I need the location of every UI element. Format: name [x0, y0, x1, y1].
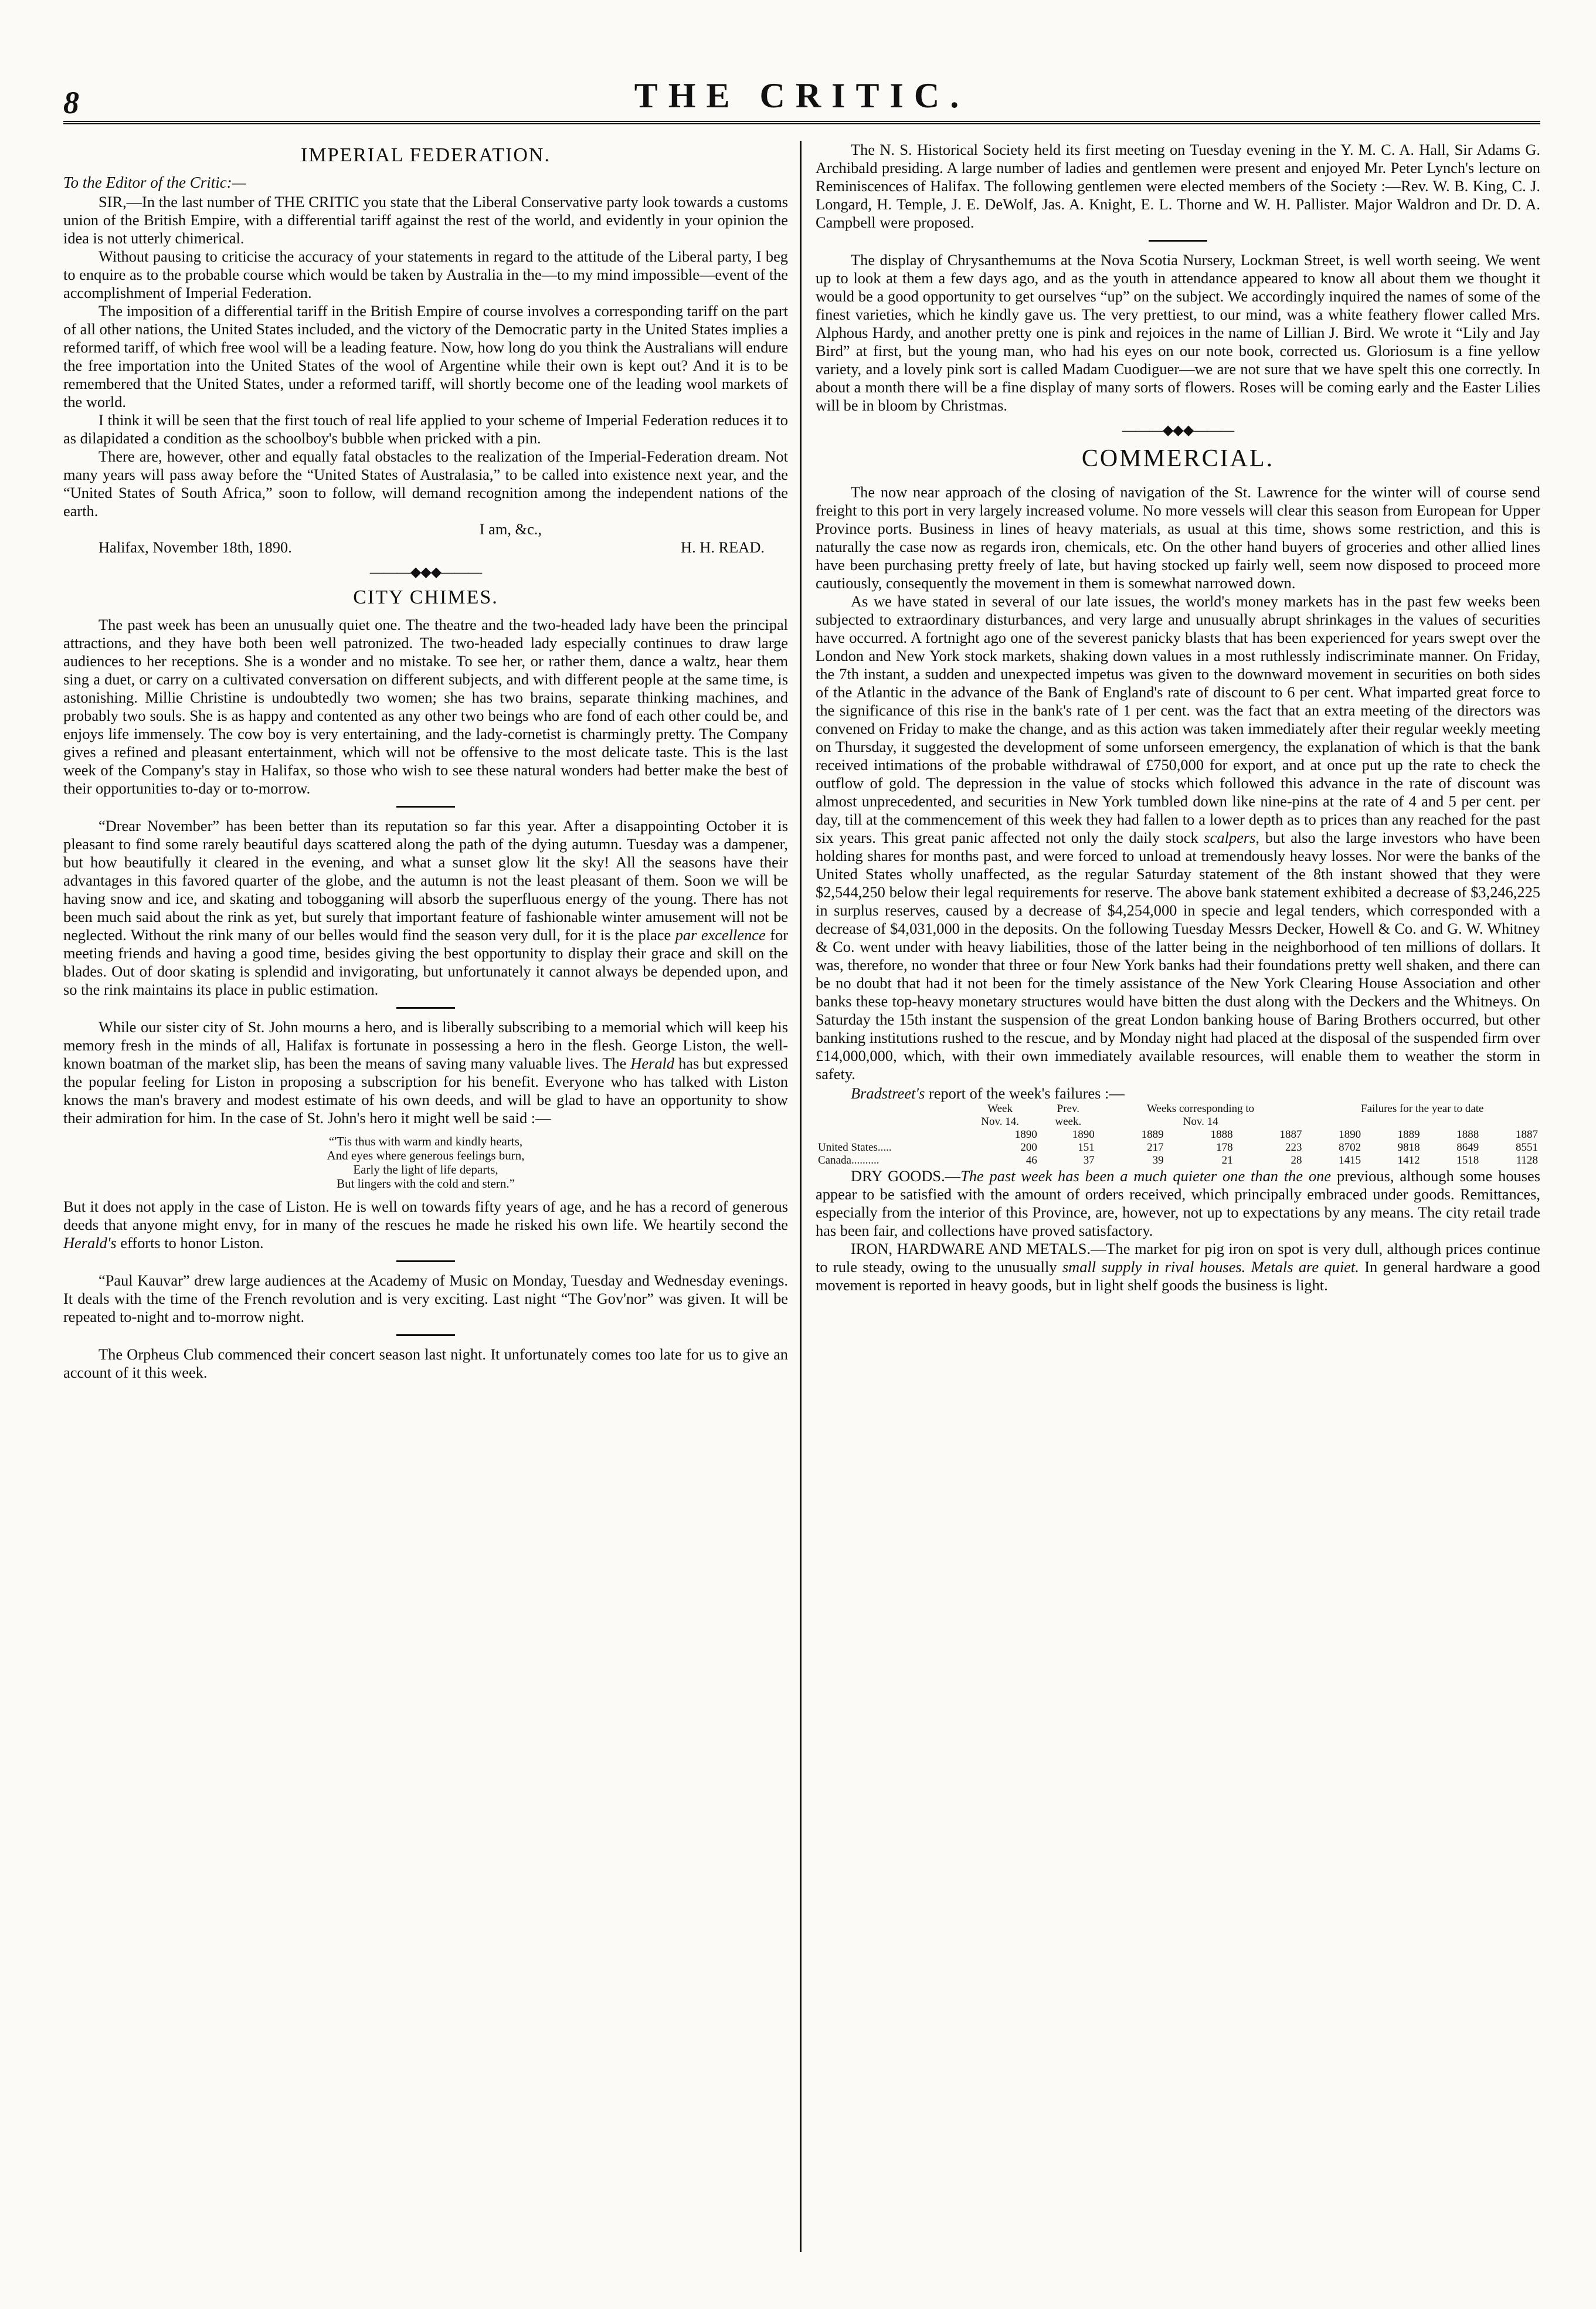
short-rule: [396, 806, 455, 808]
right-column: [802, 141, 1540, 2252]
imperial-paragraph: Without pausing to criticise the accuracy of your statements in regard to the attitude of the Liberal party, I beg to enquire as to the probable course which would be taken by Australia in the—to my mind impossible—event of the accomplishment of Imperial Federation.: [63, 247, 788, 301]
imperial-closing: I am, &c.,: [479, 520, 542, 538]
table-row: 1890 1890 1889 1888 1887 1890 1889 1888 1887: [1014, 1128, 1538, 1141]
chimes-paragraph: The Orpheus Club commenced their concert season last night. It unfortunately comes too late for us to give an account of it this week.: [63, 1345, 788, 1381]
imperial-heading: IMPERIAL FEDERATION.: [301, 144, 551, 166]
ornament-divider: ———◆◆◆———: [1122, 423, 1234, 438]
chimes-paragraph: But it does not apply in the case of Liston. He is well on towards fifty years of age, and he has a record of generous deeds that anyone might envy, for in many of the rescues he made he risked his own life. We heartily second the Herald's efforts to honor Liston.: [63, 1198, 788, 1252]
chimes-heading: CITY CHIMES.: [353, 586, 498, 608]
dry-goods-paragraph: DRY GOODS.—The past week has been a much quieter one than the one previous, although some houses appear to be satisfied with the amount of orders received, which principally embraced under goods. Remittances, especially from the interior of this Province, are, however, not up to expectations by any means. The city retail trade has been fair, and collections have proved satisfactory.: [816, 1167, 1540, 1239]
poem-line: But lingers with the cold and stern.”: [337, 1176, 515, 1191]
commercial-heading: COMMERCIAL.: [1081, 445, 1275, 472]
short-rule: [1149, 240, 1207, 242]
iron-paragraph: IRON, HARDWARE AND METALS.—The market for pig iron on spot is very dull, although prices continue to rule steady, owing to the unusually small supply in rival houses. Metals are quiet. In general hardware a good movement is reported in heavy goods, but in light shelf goods the business is light.: [816, 1240, 1540, 1294]
chimes-paragraph: “Drear November” has been better than its reputation so far this year. After a disappointing October it is pleasant to find some rarely beautiful days scattered along the path of the dying autumn. Tuesday was a dampener, but how beautifully it cleared in the evening, and what a sunset glow lit the sky! All the seasons have their advantages in this favored quarter of the globe, and the autumn is not the least pleasant of them. Soon we will be having snow and ice, and skating and tobogganing will absorb the superfluous energy of the young. There has not been much said about the rink as yet, but surely that important feature of fashionable winter amusement will not be neglected. Without the rink many of our belles would find the season very dull, for it is the place par excellence for meeting friends and having a good time, besides giving the best opportunity to display their grace and skill on the blades. Out of door skating is splendid and invigorating, but unfortunately it cannot always be depended upon, and so the rink maintains its place in public estimation.: [63, 817, 788, 998]
failures-table: Week Prev. Weeks corresponding to Failures for the year to date Nov. 14. week. Nov. 14 1890 1890 1889 1888 1887 1890 1889 1888 1887 United States..... 200 151 217 178 223 8702 9818 8649 8551 Canada.......... 46 37 39 21 28 1415 1412 1518 1128: [816, 1103, 1540, 1167]
columns: [63, 141, 1540, 2252]
imperial-salutation: To the Editor of the Critic:—: [63, 174, 246, 191]
imperial-paragraph: The imposition of a differential tariff in the British Empire of course involves a corresponding tariff on the part of all other nations, the United States included, and the victory of the Democratic party in the United States implies a reformed tariff, of which free wool will be a leading feature. Now, how long do you think the Australians will endure the free importation into the United States of the wool of Argentine while their own is kept out? And it is to be remembered that the United States, under a reformed tariff, will shortly become one of the leading wool markets of the world.: [63, 302, 788, 411]
imperial-signoff: [63, 538, 788, 557]
imperial-place-date: Halifax, November 18th, 1890.: [99, 538, 292, 556]
page-number: 8: [63, 85, 79, 120]
imperial-signature: H. H. READ.: [681, 538, 765, 556]
society-paragraph: The N. S. Historical Society held its first meeting on Tuesday evening in the Y. M. C. A. Hall, Sir Adams G. Archibald presiding. A large number of ladies and gentlemen were present and enjoyed Mr. Peter Lynch's lecture on Reminiscences of Halifax. The following gentlemen were elected members of the Society :—Rev. W. B. King, C. J. Longard, H. Temple, J. E. DeWolf, Jas. A. Knight, E. L. Thorne and W. H. Pallister. Major Waldron and Dr. D. A. Campbell were proposed.: [816, 141, 1540, 231]
table-row: United States..... 200 151 217 178 223 8702 9818 8649 8551: [818, 1141, 1538, 1154]
poem-line: Early the light of life departs,: [353, 1162, 498, 1176]
chimes-paragraph: While our sister city of St. John mourns a hero, and is liberally subscribing to a memorial which will keep his memory fresh in the minds of all, Halifax is fortunate in possessing a hero in the flesh. George Liston, the well-known boatman of the market slip, has been the means of saving many valuable lives. The Herald has but expressed the popular feeling for Liston in proposing a subscription for his benefit. Everyone who has talked with Liston knows the man's bravery and modest estimate of his own deeds, and will be glad to have an opportunity to show their admiration for him. In the case of St. John's hero it might well be said :—: [63, 1018, 788, 1127]
masthead: [63, 70, 1540, 124]
short-rule: [396, 1260, 455, 1262]
imperial-paragraph: I think it will be seen that the first touch of real life applied to your scheme of Imperial Federation reduces it to as dilapidated a condition as the schoolboy's bubble when pricked with a pin.: [63, 411, 788, 447]
poem-line: “'Tis thus with warm and kindly hearts,: [328, 1134, 523, 1148]
table-row: Canada.......... 46 37 39 21 28 1415 1412 1518 1128: [818, 1154, 1538, 1167]
chimes-paragraph: The past week has been an unusually quiet one. The theatre and the two-headed lady have been the principal attractions, and they have both been well patronized. The two-headed lady especially continues to draw large audiences to her receptions. She is a wonder and no mistake. To see her, or rather them, dance a waltz, hear them sing a duet, or carry on a cultivated conversation on different subjects, and with different people at the same time, is astonishing. Millie Christine is undoubtedly two women; she has two brains, separate thinking machines, and probably two souls. She is as happy and contented as any other two beings who are fond of each other could be, and enjoys life immensely. The cow boy is very entertaining, and the lady-cornetist is charmingly pretty. The Company gives a refined and pleasant entertainment, which will not be offensive to the most delicate taste. This is the last week of the Company's stay in Halifax, so those who wish to see these natural wonders had better make the best of their opportunities to-day or to-morrow.: [63, 616, 788, 797]
commercial-paragraph: The now near approach of the closing of navigation of the St. Lawrence for the winter will of course send freight to this port in very largely increased volume. No more vessels will clear this season from European for Upper Province ports. Business in lines of heavy materials, as usual at this time, shows some restriction, and this is naturally the case now as regards iron, chemicals, etc. On the other hand buyers of groceries and other allied lines have been purchasing pretty freely of late, but having stocked up fairly well, seem now disposed to proceed more cautiously, consequently the movement in them is somewhat narrowed down.: [816, 483, 1540, 592]
quoted-poem: [63, 1134, 788, 1191]
chimes-paragraph: “Paul Kauvar” drew large audiences at the Academy of Music on Monday, Tuesday and Wednesday evenings. It deals with the time of the French revolution and is very exciting. Last night “The Gov'nor” was given. It will be repeated to-night and to-morrow night.: [63, 1272, 788, 1325]
newspaper-title: THE CRITIC.: [634, 76, 970, 115]
short-rule: [396, 1007, 455, 1009]
chrysanthemum-paragraph: The display of Chrysanthemums at the Nova Scotia Nursery, Lockman Street, is well worth seeing. We went up to look at them a few days ago, and as the youth in attendance appeared to know all about them we thought it would be a good opportunity to get ourselves “up” on the subject. We accordingly inquired the names of some of the finest varieties, which he kindly gave us. The very prettiest, to our mind, was a white feathery flower called Mrs. Alphous Hardy, and another pretty one is pink and rejoices in the name of Lillian J. Bird. We wrote it “Lily and Jay Bird” at first, but the young man, who had his eyes on our note book, corrected us. Gloriosum is a fine yellow variety, and a lovely pink sort is called Madam Cuodiguer—we are not sure that we have spelt this one correctly. In about a month there will be a fine display of many sorts of flowers. Roses will be coming early and the Easter Lilies will be in bloom by Christmas.: [816, 251, 1540, 414]
imperial-paragraph: There are, however, other and equally fatal obstacles to the realization of the Imperial-Federation dream. Not many years will pass away before the “United States of Australasia,” to be called into existence next year, and the “United States of South Africa,” soon to follow, will demand recognition among the independent nations of the earth.: [63, 447, 788, 520]
commercial-paragraph: As we have stated in several of our late issues, the world's money markets has in the past few weeks been subjected to extraordinary disturbances, and very large and unusually abrupt shrinkages in the values of securities have occurred. A fortnight ago one of the severest panicky blasts that has been experienced for years swept over the London and New York stock markets, shaking down values in a most ruthlessly indiscriminate manner. On Friday, the 7th instant, a sudden and unexpected impetus was given to the downward movement in securities on both sides of the Atlantic in the advance of the Bank of England's rate of discount to 6 per cent. What imparted great force to the significance of this rise in the bank's rate of 1 per cent. was the fact that an extra meeting of the directors was convened on Friday to make the change, and as this action was taken immediately after their regular weekly meeting on Thursday, it suggested the development of some unforseen emergency, the explanation of which is that the bank received intimations of the probable withdrawal of £750,000 for export, and at once put up the rate to check the outflow of gold. The depression in the value of stocks which followed this advance in the rate of discount was almost unprecedented, and securities in New York tumbled down like nine-pins at the rate of 4 and 5 per cent. per day, till at the commencement of this week they had fallen to a lower depth as to prices than any reached for the past six years. This great panic affected not only the daily stock scalpers, but also the large investors who have been holding shares for months past, and were forced to unload at tremendously heavy losses. Nor were the banks of the United States wholly unaffected, as the regular Saturday statement of the 8th instant showed that they were $2,544,250 below their legal requirements for reserve. The above bank statement exhibited a decrease of $3,246,225 in surplus reserves, caused by a decrease of $4,254,000 in specie and legal tenders, which corresponded with a decrease of $4,031,000 in the deposits. On the following Tuesday Messrs Decker, Howell & Co. and G. W. Whitney & Co. went under with heavy liabilities, those of the latter being in the neighborhood of ten millions of dollars. It was, therefore, no wonder that three or four New York banks had their foundations pretty well shaken, and there can be no doubt that had it not been for the timely assistance of the New York Clearing House Association and other banks these top-heavy monetary structures would have bitten the dust along with the Deckers and the Whitneys. On Saturday the 15th instant the suspension of the great London banking house of Baring Brothers occurred, but other banking institutions rushed to the rescue, and by Monday night had placed at the disposal of the suspended firm over £14,000,000, which, with their own immediately available resources, will enable them to weather the storm in safety.: [816, 592, 1540, 1083]
imperial-paragraph: SIR,—In the last number of THE CRITIC you state that the Liberal Conservative party look towards a customs union of the British Empire, with a differential tariff against the rest of the world, and evidently in your opinion the idea is not utterly chimerical.: [63, 193, 788, 247]
short-rule: [396, 1334, 455, 1336]
failures-title: Bradstreet's report of the week's failures :—: [851, 1084, 1125, 1102]
poem-line: And eyes where generous feelings burn,: [327, 1148, 525, 1162]
left-column: [63, 141, 802, 2252]
ornament-divider: ———◆◆◆———: [369, 565, 482, 580]
